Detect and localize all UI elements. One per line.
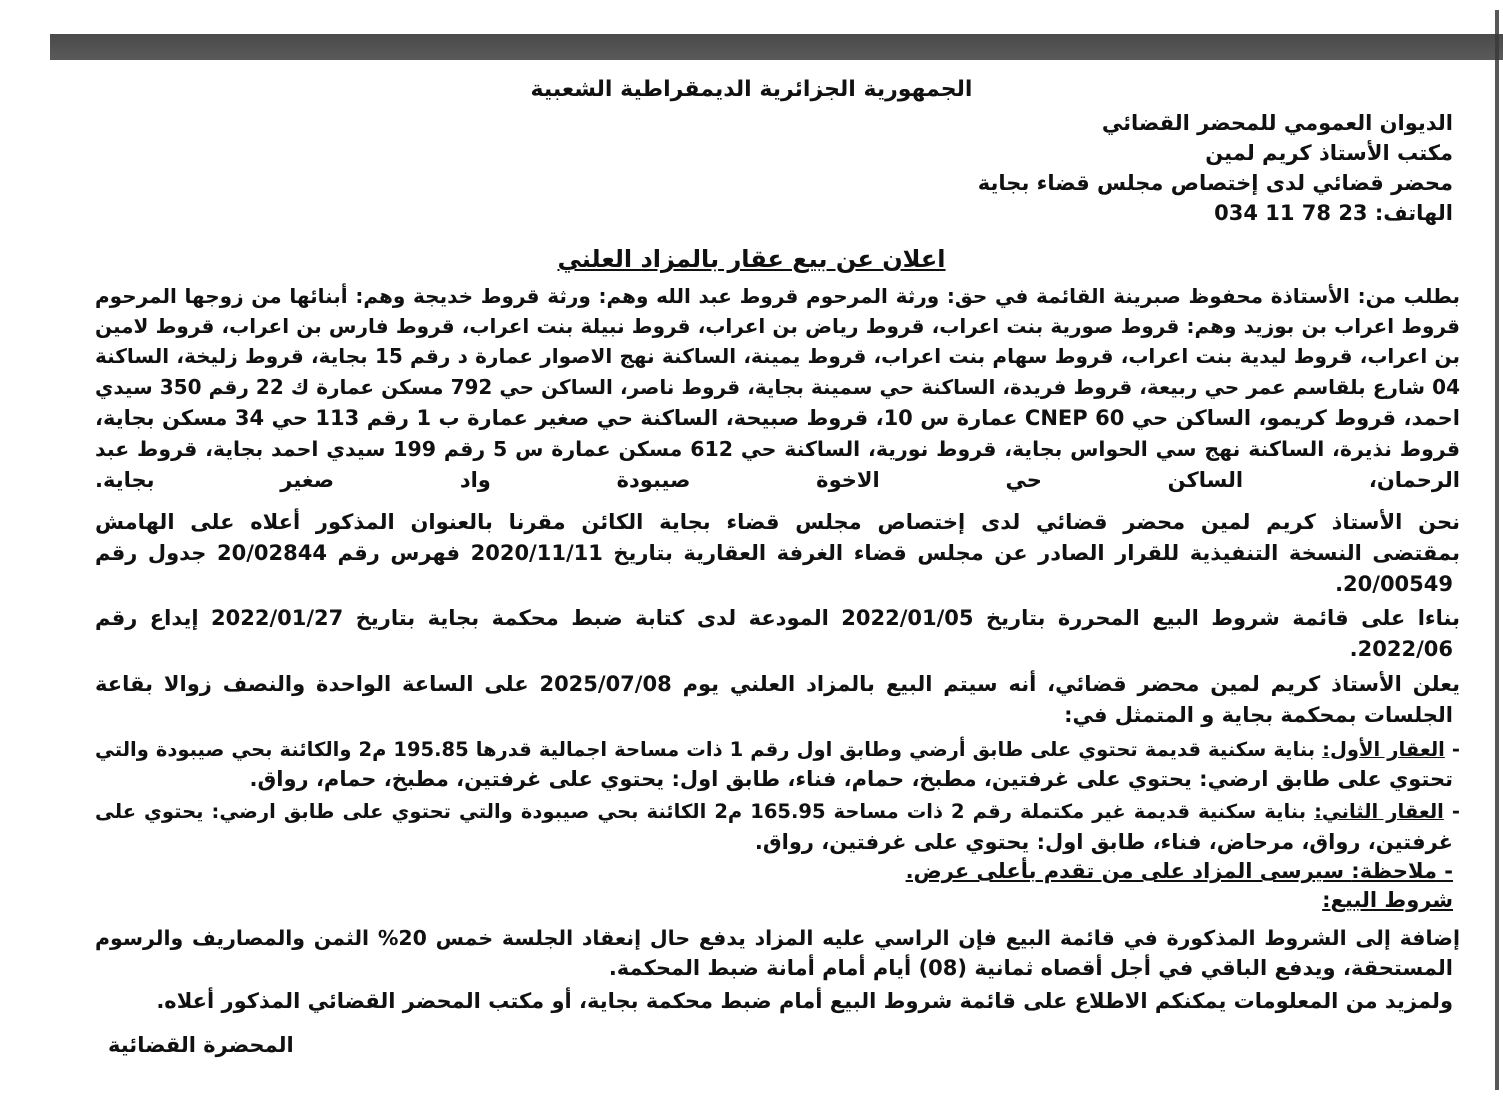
property-1-line-2: تحتوي على طابق ارضي: يحتوي على غرفتين، مطبخ، حمام، فناء، طابق اول: يحتوي على غرفتين، مطبخ، حمام، رواق. <box>249 767 1453 791</box>
phone-label: الهاتف: <box>1374 201 1453 225</box>
office-line-1: الديوان العمومي للمحضر القضائي <box>1101 111 1453 135</box>
conditions-heading: شروط البيع: <box>1322 888 1453 912</box>
footer-info: ولمزيد من المعلومات يمكنكم الاطلاع على قائمة شروط البيع أمام ضبط محكمة بجاية، أو مكتب المحضر القضائي المذكور أعلاه. <box>156 989 1453 1013</box>
conditions-line-2: المستحقة، ويدفع الباقي في أجل أقصاه ثمانية (08) أيام أمام أمانة ضبط المحكمة. <box>608 956 1453 980</box>
signature-label: المحضرة القضائية <box>108 1033 294 1057</box>
office-line-3: محضر قضائي لدى إختصاص مجلس قضاء بجاية <box>977 171 1453 195</box>
body-line-14: الجلسات بمحكمة بجاية و المتمثل في: <box>1064 703 1453 727</box>
body-line-10: 20/00549. <box>1335 572 1453 596</box>
body-line-6: قروط نذيرة، الساكنة نهج سي الحواس بجاية، قروط نورية، الساكنة حي 612 مسكن عمارة س 5 رقم 199 سيدي احمد بجاية، قروط عبد <box>95 437 1460 461</box>
body-line-1: بطلب من: الأستاذة محفوظ صبرينة القائمة في حق: ورثة المرحوم قروط عبد الله وهم: ورثة قروط خديجة وهم: أبنائها من زوجها المرحوم <box>95 284 1460 308</box>
body-line-12: 2022/06. <box>1349 637 1453 661</box>
body-line-11: بناءا على قائمة شروط البيع المحررة بتاريخ 2022/01/05 المودعة لدى كتابة ضبط محكمة بجاية بتاريخ 2022/01/27 إيداع رقم <box>95 606 1461 630</box>
republic-heading: الجمهورية الجزائرية الديمقراطية الشعبية <box>530 77 973 102</box>
body-line-2: قروط اعراب بن بوزيد وهم: قروط صورية بنت اعراب، قروط رياض بن اعراب، قروط نبيلة بنت اعراب، قروط فارس بن اعراب، قروط لامين <box>95 314 1460 338</box>
note-line: - ملاحظة: سيرسى المزاد على من تقدم بأعلى عرض. <box>905 859 1453 883</box>
right-scan-edge <box>1495 10 1499 1090</box>
top-scan-bar <box>50 34 1503 60</box>
body-line-9: بمقتضى النسخة التنفيذية للقرار الصادر عن مجلس قضاء الغرفة العقارية بتاريخ 2020/11/11 فهرس رقم 20/02844 جدول رقم <box>95 541 1460 565</box>
property-1-label: العقار الأول: <box>1322 738 1445 761</box>
property-2-label: العقار الثاني: <box>1314 800 1444 823</box>
body-line-13: يعلن الأستاذ كريم لمين محضر قضائي، أنه سيتم البيع بالمزاد العلني يوم 2025/07/08 على الساعة الواحدة والنصف زوالا بقاعة <box>95 672 1460 696</box>
conditions-line-1: إضافة إلى الشروط المذكورة في قائمة البيع فإن الراسي عليه المزاد يدفع حال إنعقاد الجلسة خمس 20% الثمن والمصاريف والرسوم <box>95 926 1461 950</box>
property-1-text-1: بناية سكنية قديمة تحتوي على طابق أرضي وطابق اول رقم 1 ذات مساحة اجمالية قدرها 195.85 م2 والكائنة بحي صيبودة والتي <box>95 738 1316 761</box>
body-line-3: بن اعراب، قروط ليدية بنت اعراب، قروط سهام بنت اعراب، قروط يمينة، الساكنة نهج الاصوار عمارة د رقم 15 بجاية، قروط زليخة، الساكنة <box>95 344 1460 368</box>
property-1-line-1: - العقار الأول: بناية سكنية قديمة تحتوي على طابق أرضي وطابق اول رقم 1 ذات مساحة اجمالية قدرها 195.85 م2 والكائنة بحي صيبودة والتي <box>95 738 1460 761</box>
note-text: سيرسى المزاد على من تقدم بأعلى عرض. <box>905 859 1344 883</box>
property-2-text-1: بناية سكنية قديمة غير مكتملة رقم 2 ذات مساحة 165.95 م2 الكائنة بحي صيبودة والتي تحتوي على طابق ارضي: يحتوي على <box>95 800 1307 823</box>
phone-number: 034 11 78 23 <box>1214 201 1368 225</box>
note-label: ملاحظة: <box>1351 859 1437 883</box>
phone-line <box>1214 200 1453 226</box>
announcement-title: اعلان عن بيع عقار بالمزاد العلني <box>557 245 946 273</box>
body-line-4: 04 شارع بلقاسم عمر حي ربيعة، قروط فريدة، الساكنة حي سمينة بجاية، قروط ناصر، الساكن حي 792 مسكن عمارة ك 22 رقم 350 سيدي <box>95 375 1460 399</box>
body-line-5: احمد، قروط كريمو، الساكن حي CNEP 60 عمارة س 10، قروط صبيحة، الساكنة حي صغير عمارة ب 1 رقم 113 حي 34 مسكن بجاية، <box>95 406 1460 430</box>
office-line-2: مكتب الأستاذ كريم لمين <box>1205 141 1453 165</box>
body-line-8: نحن الأستاذ كريم لمين محضر قضائي لدى إختصاص مجلس قضاء بجاية الكائن مقرنا بالعنوان المذكور أعلاه على الهامش <box>95 510 1460 534</box>
property-2-line-1: - العقار الثاني: بناية سكنية قديمة غير مكتملة رقم 2 ذات مساحة 165.95 م2 الكائنة بحي صيبودة والتي تحتوي على طابق ارضي: يحتوي على <box>95 800 1461 823</box>
body-line-7: الرحمان، الساكن حي الاخوة صيبودة واد صغير بجاية. <box>95 468 1460 492</box>
property-2-line-2: غرفتين، رواق، مرحاض، فناء، طابق اول: يحتوي على غرفتين، رواق. <box>754 830 1453 854</box>
